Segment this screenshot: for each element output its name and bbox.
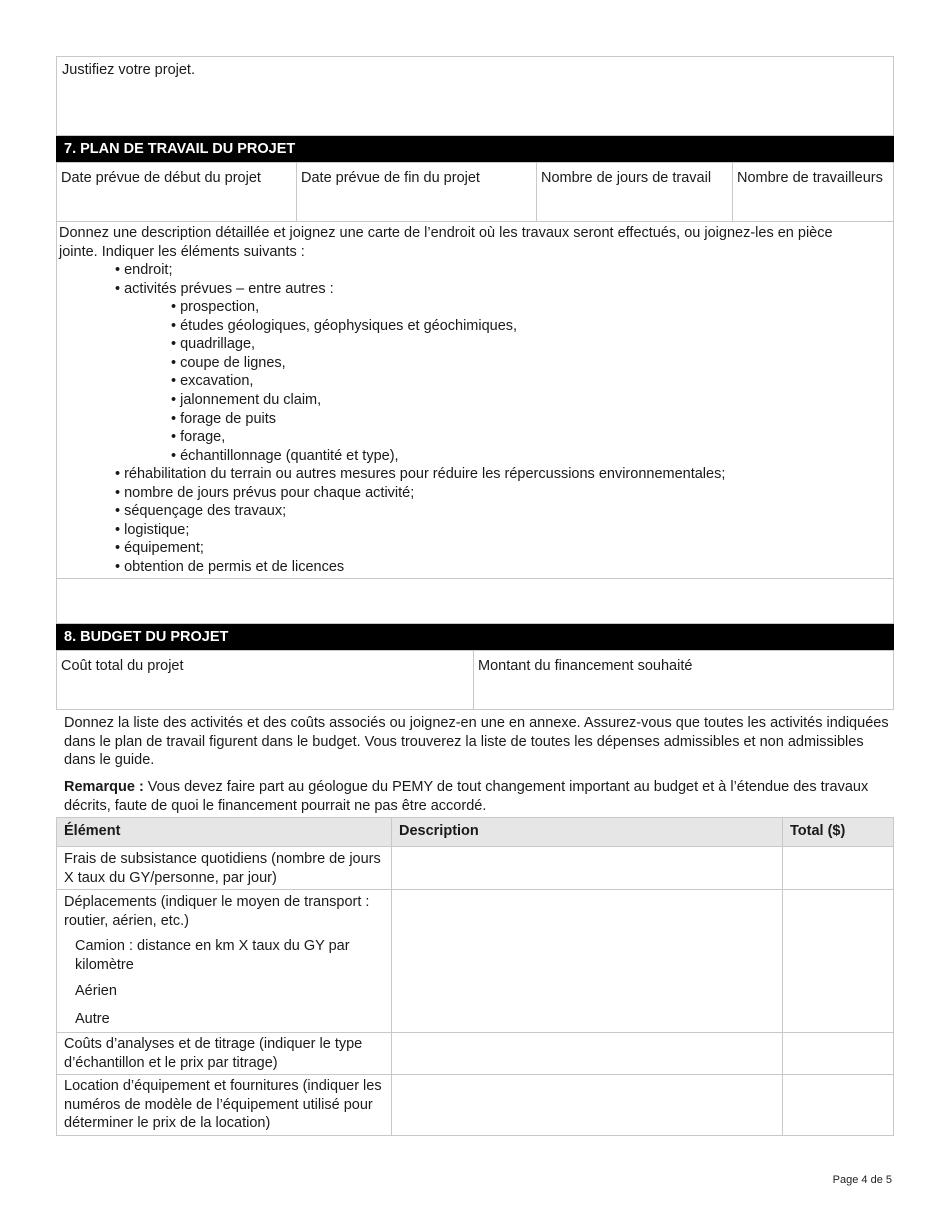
start-date-field[interactable]: [56, 162, 297, 222]
remark-text: Vous devez faire part au géologue du PEMY de tout changement important au budget et à l’étendue des travaux décrits, faute de quoi le financement pourrait ne pas être accordé.: [64, 779, 869, 814]
work-plan-intro: Donnez une description détaillée et joignez une carte de l’endroit où les travaux seront effectués, ou joignez-les en pièce jointe. Indiquer les éléments suivants :: [59, 225, 833, 260]
list-item: • coupe de lignes,: [171, 354, 286, 371]
justify-label: Justifiez votre projet.: [62, 62, 195, 78]
list-item: • quadrillage,: [171, 336, 256, 353]
list-item: • forage de puits: [171, 410, 277, 427]
work-plan-list-activities: [171, 298, 517, 465]
total-input-equipment[interactable]: [783, 1075, 893, 1135]
list-item: • échantillonnage (quantité et type),: [171, 447, 399, 464]
budget-table: [56, 817, 894, 1136]
column-header-element: Élément: [64, 823, 121, 839]
table-row-travel-other: Autre: [75, 1011, 110, 1027]
page-number: Page 4 de 5: [832, 1174, 892, 1186]
funding-amount-field[interactable]: [473, 650, 894, 710]
end-date-label: Date prévue de fin du projet: [301, 170, 480, 186]
total-input-travel[interactable]: [783, 890, 893, 1032]
list-item: • études géologiques, géophysiques et géochimiques,: [171, 317, 518, 334]
list-item: • endroit;: [115, 262, 173, 278]
list-item: • excavation,: [171, 373, 254, 390]
total-input-living[interactable]: [783, 847, 893, 889]
table-row-equipment: Location d’équipement et fournitures (indiquer les numéros de modèle de l’équipement utilisé pour déterminer le prix de la location): [64, 1078, 382, 1131]
description-input-living[interactable]: [392, 847, 782, 889]
work-days-label: Nombre de jours de travail: [541, 170, 712, 186]
list-item: • réhabilitation du terrain ou autres mesures pour réduire les répercussions environnementales;: [115, 466, 726, 482]
end-date-field[interactable]: [296, 162, 537, 222]
justify-field[interactable]: [56, 56, 894, 136]
table-row-travel-truck: Camion : distance en km X taux du GY par kilomètre: [75, 938, 350, 973]
table-row-travel: Déplacements (indiquer le moyen de transport : routier, aérien, etc.): [64, 894, 370, 929]
list-item: • obtention de permis et de licences: [115, 558, 345, 575]
funding-amount-label: Montant du financement souhaité: [478, 658, 693, 674]
list-item: • logistique;: [115, 521, 190, 538]
work-plan-answer-field[interactable]: [56, 578, 894, 624]
description-input-equipment[interactable]: [392, 1075, 782, 1135]
workers-label: Nombre de travailleurs: [737, 170, 883, 186]
work-days-field[interactable]: [536, 162, 733, 222]
total-cost-field[interactable]: [56, 650, 474, 710]
section8-header: 8. BUDGET DU PROJET: [56, 624, 894, 650]
workers-field[interactable]: [732, 162, 894, 222]
table-row-travel-air: Aérien: [75, 983, 117, 999]
total-cost-label: Coût total du projet: [61, 658, 184, 674]
work-plan-description-field[interactable]: [56, 221, 894, 579]
section7-header: 7. PLAN DE TRAVAIL DU PROJET: [56, 136, 894, 162]
work-plan-list-a: [115, 261, 334, 298]
table-row-assays: Coûts d’analyses et de titrage (indiquer le type d’échantillon et le prix par titrage): [64, 1036, 363, 1071]
budget-instructions: Donnez la liste des activités et des coûts associés ou joignez-en une en annexe. Assurez-vous que toutes les activités indiquées dans le plan de travail figurent dans le budget. Vous trouverez la liste de toutes les dépenses admissibles et non admissibles dans le guide.: [64, 715, 889, 768]
list-item: • nombre de jours prévus pour chaque activité;: [115, 484, 415, 501]
description-input-assays[interactable]: [392, 1033, 782, 1074]
column-header-description: Description: [399, 823, 479, 839]
list-item: • séquençage des travaux;: [115, 503, 287, 520]
remark-label: Remarque :: [64, 779, 144, 795]
list-item: • forage,: [171, 429, 226, 446]
list-item: • activités prévues – entre autres :: [115, 280, 334, 297]
list-item: • prospection,: [171, 299, 260, 315]
work-plan-list-b: [115, 465, 725, 577]
budget-remark: [64, 778, 889, 815]
table-row-living-costs: Frais de subsistance quotidiens (nombre de jours X taux du GY/personne, par jour): [64, 851, 381, 886]
list-item: • jalonnement du claim,: [171, 391, 322, 408]
total-input-assays[interactable]: [783, 1033, 893, 1074]
start-date-label: Date prévue de début du projet: [61, 170, 261, 186]
list-item: • équipement;: [115, 540, 204, 557]
description-input-travel[interactable]: [392, 890, 782, 1032]
column-header-total: Total ($): [790, 823, 846, 839]
